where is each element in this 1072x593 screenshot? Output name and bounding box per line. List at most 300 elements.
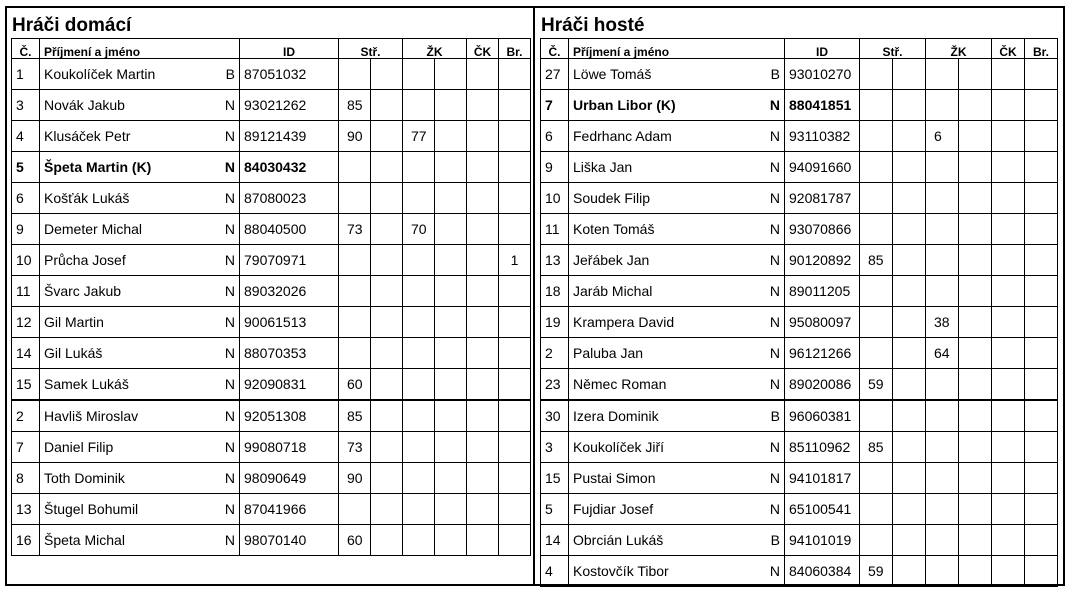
goals-minute: 85 [339,90,371,121]
player-row [541,59,1058,90]
player-number: 4 [541,556,569,587]
goals-minute [339,276,371,307]
yellow-card-minute [403,59,435,90]
goals-minute [339,494,371,525]
player-name: Havliš Miroslav [40,400,218,432]
player-name: Novák Jakub [40,90,218,121]
player-number: 7 [12,432,40,463]
col-header-id: ID [240,39,339,59]
red-card-minute [467,245,499,276]
goals-extra [371,276,403,307]
col-header-name: Příjmení a jméno [569,39,785,59]
red-card-minute [992,307,1025,338]
player-name: Koten Tomáš [569,214,763,245]
player-row [541,432,1058,463]
player-id: 96060381 [785,400,860,432]
player-number: 30 [541,400,569,432]
goals-extra [893,121,926,152]
yellow-card-extra [959,400,992,432]
player-number: 5 [541,494,569,525]
goals-minute: 90 [339,121,371,152]
player-number: 8 [12,463,40,494]
goals-minute [339,152,371,183]
home-panel-title: Hráči domácí [12,15,132,36]
goals-extra [371,90,403,121]
red-card-minute [992,338,1025,369]
player-name: Samek Lukáš [40,369,218,401]
red-card-minute [467,90,499,121]
guest-roster-table [540,38,1058,587]
yellow-card-minute: 77 [403,121,435,152]
red-card-minute [992,214,1025,245]
yellow-card-minute [926,183,959,214]
player-type: N [763,556,785,587]
yellow-card-minute [926,245,959,276]
player-row [12,214,531,245]
red-card-minute [992,556,1025,587]
player-number: 11 [541,214,569,245]
player-row [541,463,1058,494]
player-id: 84030432 [240,152,339,183]
goalkeeper-goals [1025,307,1058,338]
goalkeeper-goals [1025,245,1058,276]
yellow-card-minute [926,369,959,401]
player-type: N [763,276,785,307]
player-number: 13 [12,494,40,525]
player-id: 92090831 [240,369,339,401]
player-row [12,463,531,494]
red-card-minute [992,152,1025,183]
player-number: 16 [12,525,40,556]
player-name: Kostovčík Tibor [569,556,763,587]
goalkeeper-goals: 1 [499,245,531,276]
col-header-yellow-card: ŽK [403,39,467,59]
player-type: N [218,369,240,401]
goals-minute: 60 [339,525,371,556]
player-number: 14 [12,338,40,369]
player-name: Švarc Jakub [40,276,218,307]
goalkeeper-goals [1025,369,1058,401]
player-type: N [763,214,785,245]
home-header-row [12,39,531,59]
player-type: N [763,463,785,494]
red-card-minute [467,152,499,183]
goals-minute [339,307,371,338]
yellow-card-extra [959,183,992,214]
guest-header-row [541,39,1058,59]
goals-extra [893,90,926,121]
player-name: Daniel Filip [40,432,218,463]
player-row [541,556,1058,587]
goals-extra [371,463,403,494]
player-type: N [763,307,785,338]
yellow-card-extra [435,307,467,338]
player-row [541,400,1058,432]
goals-extra [371,525,403,556]
player-row [12,183,531,214]
player-row [541,90,1058,121]
player-name: Němec Roman [569,369,763,401]
goals-minute [860,152,893,183]
player-id: 89011205 [785,276,860,307]
player-id: 84060384 [785,556,860,587]
red-card-minute [467,121,499,152]
yellow-card-minute [926,152,959,183]
col-header-red-card: ČK [992,39,1025,59]
player-number: 2 [12,400,40,432]
player-row [12,152,531,183]
yellow-card-extra [435,245,467,276]
player-row [12,525,531,556]
red-card-minute [992,463,1025,494]
player-number: 4 [12,121,40,152]
player-type: B [218,59,240,90]
goalkeeper-goals [1025,525,1058,556]
player-id: 79070971 [240,245,339,276]
yellow-card-extra [435,525,467,556]
player-number: 12 [12,307,40,338]
goals-extra [893,494,926,525]
player-row [541,276,1058,307]
player-name: Štugel Bohumil [40,494,218,525]
goals-minute [860,400,893,432]
red-card-minute [992,494,1025,525]
yellow-card-minute [403,463,435,494]
player-number: 18 [541,276,569,307]
player-id: 89032026 [240,276,339,307]
goalkeeper-goals [1025,152,1058,183]
player-type: N [763,183,785,214]
player-id: 94101817 [785,463,860,494]
player-number: 27 [541,59,569,90]
player-row [541,307,1058,338]
yellow-card-minute [403,245,435,276]
goals-extra [893,525,926,556]
goals-minute [860,338,893,369]
red-card-minute [467,59,499,90]
red-card-minute [992,525,1025,556]
col-header-number: Č. [12,39,40,59]
yellow-card-extra [959,245,992,276]
player-name: Izera Dominik [569,400,763,432]
player-name: Průcha Josef [40,245,218,276]
goals-minute: 90 [339,463,371,494]
goals-extra [371,59,403,90]
yellow-card-minute [403,90,435,121]
player-id: 87080023 [240,183,339,214]
goals-extra [893,432,926,463]
player-id: 95080097 [785,307,860,338]
player-row [12,338,531,369]
player-name: Košťák Lukáš [40,183,218,214]
yellow-card-minute [403,432,435,463]
goalkeeper-goals [1025,338,1058,369]
yellow-card-extra [959,463,992,494]
player-row [541,369,1058,401]
yellow-card-extra [435,432,467,463]
goalkeeper-goals [499,307,531,338]
player-number: 7 [541,90,569,121]
goals-extra [371,494,403,525]
goals-minute [860,90,893,121]
player-type: N [763,369,785,401]
home-players-panel [11,6,531,556]
goals-minute: 85 [860,245,893,276]
home-roster-table [11,38,531,556]
player-id: 93110382 [785,121,860,152]
player-row [12,59,531,90]
red-card-minute [992,400,1025,432]
player-row [12,276,531,307]
home-roster-body [12,59,531,556]
player-number: 15 [541,463,569,494]
goals-minute [339,245,371,276]
player-id: 87041966 [240,494,339,525]
yellow-card-extra [435,400,467,432]
player-name: Obrcián Lukáš [569,525,763,556]
goalkeeper-goals [1025,556,1058,587]
player-row [12,121,531,152]
yellow-card-minute [926,432,959,463]
player-type: N [763,494,785,525]
player-type: N [218,214,240,245]
player-name: Löwe Tomáš [569,59,763,90]
player-id: 93070866 [785,214,860,245]
player-number: 10 [541,183,569,214]
goalkeeper-goals [499,369,531,401]
goals-extra [371,338,403,369]
yellow-card-extra [959,525,992,556]
player-id: 96121266 [785,338,860,369]
player-type: N [218,338,240,369]
player-row [12,432,531,463]
col-header-id: ID [785,39,860,59]
goals-minute [860,121,893,152]
player-name: Toth Dominik [40,463,218,494]
yellow-card-minute [403,276,435,307]
player-type: N [218,432,240,463]
yellow-card-extra [959,90,992,121]
goals-extra [371,245,403,276]
red-card-minute [992,245,1025,276]
player-id: 92051308 [240,400,339,432]
player-row [541,494,1058,525]
red-card-minute [467,525,499,556]
yellow-card-extra [959,214,992,245]
goals-minute [860,525,893,556]
goals-extra [893,369,926,401]
player-name: Špeta Martin (K) [40,152,218,183]
goals-extra [371,432,403,463]
player-type: N [763,152,785,183]
goalkeeper-goals [499,90,531,121]
player-type: N [218,152,240,183]
goalkeeper-goals [499,59,531,90]
yellow-card-extra [959,59,992,90]
player-number: 3 [12,90,40,121]
goalkeeper-goals [1025,214,1058,245]
player-row [12,245,531,276]
goals-extra [371,183,403,214]
col-header-goalkeeper: Br. [1025,39,1058,59]
player-row [12,494,531,525]
goals-extra [893,556,926,587]
red-card-minute [467,338,499,369]
player-type: N [763,432,785,463]
goals-minute [860,214,893,245]
red-card-minute [992,432,1025,463]
col-header-name: Příjmení a jméno [40,39,240,59]
player-id: 89121439 [240,121,339,152]
goals-minute [860,276,893,307]
player-type: N [218,307,240,338]
player-type: N [763,90,785,121]
player-type: N [218,90,240,121]
guest-panel-title: Hráči hosté [541,15,645,36]
yellow-card-extra [959,121,992,152]
yellow-card-minute [403,400,435,432]
player-name: Fujdiar Josef [569,494,763,525]
yellow-card-minute [403,525,435,556]
yellow-card-extra [435,121,467,152]
yellow-card-minute [926,214,959,245]
goals-extra [893,245,926,276]
player-type: B [763,59,785,90]
player-id: 90120892 [785,245,860,276]
player-name: Gil Martin [40,307,218,338]
red-card-minute [992,121,1025,152]
yellow-card-minute: 38 [926,307,959,338]
player-name: Urban Libor (K) [569,90,763,121]
red-card-minute [467,307,499,338]
col-header-goals: Stř. [860,39,926,59]
player-number: 19 [541,307,569,338]
goals-extra [371,369,403,401]
player-type: N [763,245,785,276]
yellow-card-extra [435,59,467,90]
player-number: 15 [12,369,40,401]
yellow-card-minute [926,463,959,494]
goalkeeper-goals [499,338,531,369]
player-id: 98090649 [240,463,339,494]
red-card-minute [992,369,1025,401]
goals-minute [860,494,893,525]
yellow-card-extra [435,214,467,245]
yellow-card-minute [403,152,435,183]
goalkeeper-goals [499,432,531,463]
yellow-card-minute [926,494,959,525]
yellow-card-minute: 70 [403,214,435,245]
player-number: 10 [12,245,40,276]
yellow-card-extra [435,152,467,183]
red-card-minute [467,369,499,401]
goalkeeper-goals [1025,494,1058,525]
player-type: N [218,121,240,152]
yellow-card-minute [926,556,959,587]
yellow-card-minute [403,369,435,401]
goals-extra [893,307,926,338]
player-row [12,400,531,432]
red-card-minute [467,400,499,432]
player-name: Soudek Filip [569,183,763,214]
player-type: N [218,276,240,307]
yellow-card-minute [926,276,959,307]
player-row [541,338,1058,369]
goalkeeper-goals [1025,90,1058,121]
player-id: 88041851 [785,90,860,121]
player-name: Klusáček Petr [40,121,218,152]
goals-minute [339,183,371,214]
player-type: N [218,463,240,494]
red-card-minute [467,276,499,307]
player-type: N [218,245,240,276]
goalkeeper-goals [1025,432,1058,463]
player-number: 1 [12,59,40,90]
goals-extra [371,152,403,183]
goalkeeper-goals [499,463,531,494]
goalkeeper-goals [1025,276,1058,307]
panel-divider [533,6,535,586]
goalkeeper-goals [1025,400,1058,432]
yellow-card-extra [959,338,992,369]
player-number: 6 [12,183,40,214]
yellow-card-extra [959,152,992,183]
player-number: 11 [12,276,40,307]
red-card-minute [467,214,499,245]
player-row [541,183,1058,214]
player-number: 2 [541,338,569,369]
col-header-goals: Stř. [339,39,403,59]
player-id: 98070140 [240,525,339,556]
player-name: Jaráb Michal [569,276,763,307]
goals-extra [893,463,926,494]
goalkeeper-goals [1025,463,1058,494]
goalkeeper-goals [499,494,531,525]
goalkeeper-goals [1025,121,1058,152]
player-type: N [763,121,785,152]
player-type: N [218,183,240,214]
goals-minute: 85 [339,400,371,432]
red-card-minute [992,276,1025,307]
player-name: Paluba Jan [569,338,763,369]
goalkeeper-goals [499,276,531,307]
player-row [12,369,531,401]
goalkeeper-goals [1025,183,1058,214]
goals-minute [860,307,893,338]
yellow-card-minute [403,494,435,525]
col-header-goalkeeper: Br. [499,39,531,59]
goals-minute [860,463,893,494]
goals-minute: 59 [860,556,893,587]
goals-minute: 59 [860,369,893,401]
goals-minute: 60 [339,369,371,401]
player-number: 9 [541,152,569,183]
goals-extra [893,152,926,183]
goalkeeper-goals [499,183,531,214]
yellow-card-minute [926,400,959,432]
goals-minute [860,59,893,90]
yellow-card-extra [959,556,992,587]
player-id: 94101019 [785,525,860,556]
player-number: 23 [541,369,569,401]
yellow-card-extra [959,494,992,525]
guest-players-panel [540,6,1058,587]
yellow-card-minute: 64 [926,338,959,369]
player-id: 88070353 [240,338,339,369]
player-type: N [763,338,785,369]
player-name: Špeta Michal [40,525,218,556]
yellow-card-minute [926,525,959,556]
